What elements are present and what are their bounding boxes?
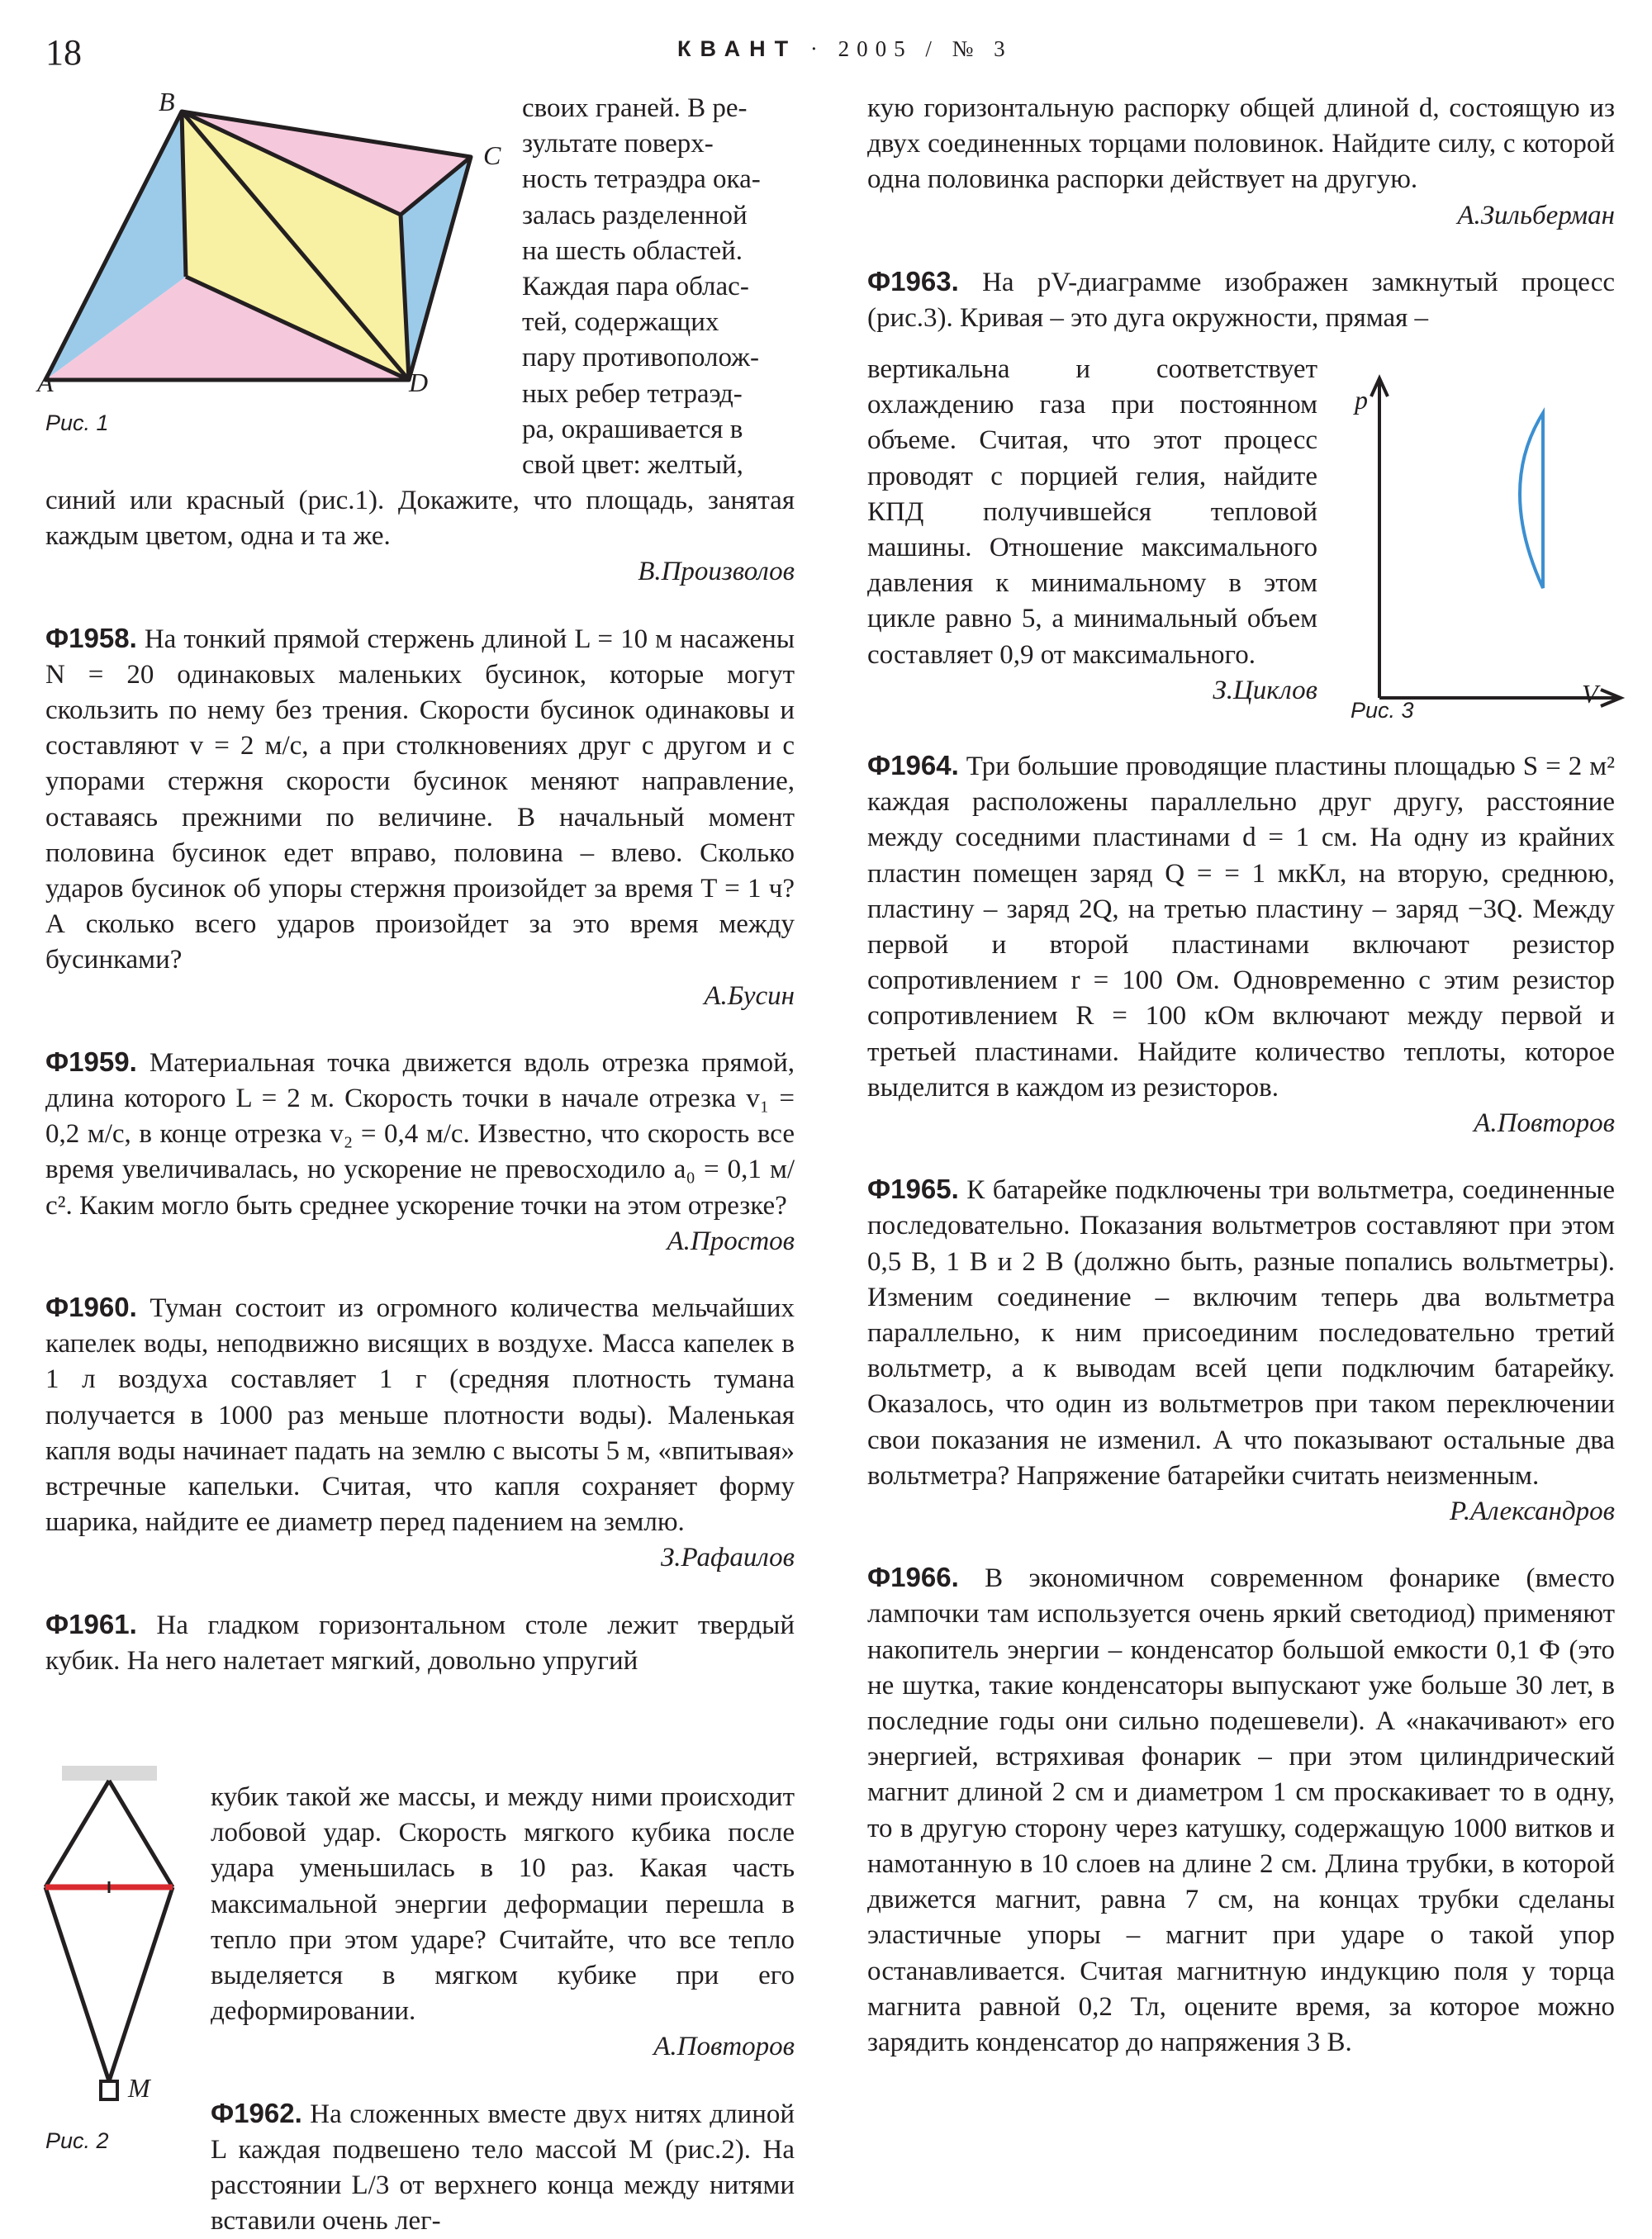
problem-1964 (867, 747, 1615, 1106)
problem-number: Ф1963. (867, 265, 959, 296)
text-line: ность тетраэдра ока- (522, 164, 761, 195)
figure-2-threads (33, 1763, 190, 2139)
text-line: залась разделенной (522, 200, 748, 230)
author: З.Рафаилов (660, 1543, 795, 1573)
problem-1958 (45, 620, 795, 979)
magazine-title: КВАНТ (677, 36, 798, 61)
problem-1962 (211, 2095, 795, 2239)
problem-text: Три большие проводящие пластины площадью S = 2 м² каждая расположены параллельно друг другу, расстояние между соседними пластинами d = 1 см. На одну из крайних пластин помещен заряд Q = = 1 мкКл, на вторую, среднюю, пластину – заряд 2Q, на третью пластину – заряд −3Q. Между первой и второй пластинами включают резистор сопротивлением r = 100 Ом. Одновременно с этим резистор сопротивлением R = 100 кОм включают между первой и третьей пластинами. Найдите количество теплоты, которое выделится в каждом из резисторов. (867, 752, 1615, 1103)
problem-1965 (867, 1171, 1615, 1494)
author: З.Циклов (1213, 675, 1317, 705)
right-column (867, 747, 1615, 2061)
axis-label-p: p (1355, 385, 1368, 415)
figure-1-caption: Рис. 1 (45, 410, 109, 435)
problem-text: На тонкий прямой стержень длиной L = 10 м насажены N = 20 одинаковых маленьких бусинок, которые могут скользить по нему без трения. Скорости бусинок одинаковы и составляют v = 2 м/с, а при столкновениях друг с другом и с упорами стержня скорости бусинок меняют направление, оставаясь прежними по величине. В начальный момент половина бусинок едет вправо, половина – влево. Сколько ударов бусинок об упоры стержня произойдет за время T = 1 ч? А сколько всего ударов произойдет за это время между бусинками? (45, 624, 795, 975)
problem-text: В экономичном современном фонарике (вместо лампочки там используется очень яркий светодиод) применяют накопитель энергии – конденсатор большой емкости 0,1 Ф (это не шутка, такие конденсаторы выпускают уже больше 30 лет, в последние годы они сильно подешевели). А «накачивают» его энергией, встряхивая фонарик – при этом цилиндрический магнит длиной 2 см и диаметром 1 см проскакивает то в одну, то в другую сторону через катушку, содержащую 1000 витков и намотанную в 10 слоев на длине 2 см. Длина трубки, в которой движется магнит, равна 7 см, на концах трубки сделаны эластичные упоры – магнит при ударе о такой упор останавливается. Считая магнитную индукцию поля у торца магнита равной 0,2 Тл, оцените время, за которое можно зарядить конденсатор до напряжения 3 В. (867, 1563, 1615, 2057)
problem-text: Туман состоит из огромного количества мельчайших капелек воды, неподвижно висящих в воздухе. Масса капелек в 1 л воздуха составляет 1 г (средняя плотность тумана получается в 1000 раз меньше плотности воды). Маленькая капля воды начинает падать на землю с высоты 5 м, «впитывая» встречные капельки. Считая, что капля сохраняет форму шарика, найдите ее диаметр перед падением на землю. (45, 1293, 795, 1538)
problem-number: Ф1964. (867, 750, 959, 780)
problem-1961-cont: кубик такой же массы, и между ними происходит лобовой удар. Скорость мягкого кубика после удара уменьшилась в 10 раз. Какая часть максимальной энергии деформации перешла в тепло при этом ударе? Считайте, что все тепло выделяется в мягком кубике при его деформировании. (211, 1782, 795, 2027)
text-line: зультате поверх- (522, 129, 714, 159)
vertex-label-a: A (37, 368, 54, 397)
figure-3-pv-diagram (1355, 363, 1627, 727)
ceiling (62, 1766, 157, 1781)
problem-text: Материальная точка движется вдоль отрезка прямой, длина которого L = 2 м. Скорость точки в начале отрезка v₁ = 0,2 м/с, в конце отрезка v₂ = 0,4 м/с. Известно, что скорость все время увеличивалась, но ускорение не превосходило a₀ = 0,1 м/с². Каким могло быть среднее ускорение точки на этом отрезке? (45, 1047, 795, 1221)
problem-number: Ф1966. (867, 1562, 959, 1593)
problem-text: К батарейке подключены три вольтметра, соединенные последовательно. Показания вольтметров составляют при этом 0,5 В, 1 В и 2 В (должно быть, разные попались вольтметры). Изменим соединение – включим теперь два вольтметра параллельно, к ним присоединим последовательно третий вольтметр, а к выводам всей цепи подключим батарейку. Оказалось, что один из вольтметров при таком переключении свои показания не изменил. А что показывают остальные два вольтметра? Напряжение батарейки считать неизменным. (867, 1175, 1616, 1491)
problem-1961-start (45, 1606, 795, 1679)
mass-block (101, 2081, 117, 2099)
problem-1959 (45, 1044, 795, 1224)
problem-number: Ф1965. (867, 1174, 959, 1205)
problem-number: Ф1962. (211, 2097, 302, 2128)
author: А.Зильберман (1457, 200, 1615, 230)
pv-cycle-curve (1520, 413, 1543, 588)
author: А.Простов (667, 1226, 795, 1256)
intro-lines (522, 91, 795, 483)
text-line: ных ребер тетраэд- (522, 378, 743, 409)
problem-text: На сложенных вместе двух нитях длиной L каждая подвешено тело массой M (рис.2). На расстоянии L/3 от верхнего конца между нитями вставили очень лег- (211, 2099, 795, 2237)
mass-label: M (128, 2073, 150, 2103)
left-narrow-column (211, 1780, 795, 2239)
problem-1963-cont: вертикальна и соответствует охлаждению газа при постоянном объеме. Считая, что этот процесс проводят с порцией гелия, найдите КПД получившейся тепловой машины. Отношение максимального давления к минимальному в этом цикле равно 5, а минимальный объем составляет 0,9 от максимального. (867, 354, 1317, 670)
issue-label: · 2005 / № 3 (809, 36, 1013, 61)
problem-text: На гладком горизонтальном столе лежит твердый кубик. На него налетает мягкий, довольно упругий (45, 1610, 795, 1676)
vertex-label-d: D (409, 368, 429, 397)
running-header (677, 36, 1013, 62)
axis-label-v: V (1582, 679, 1598, 709)
vertex-label-c: C (483, 140, 501, 170)
author: А.Повторов (653, 2032, 795, 2062)
right-narrow-column (867, 352, 1317, 709)
author: А.Повторов (1474, 1108, 1615, 1139)
author: В.Произволов (638, 557, 795, 587)
problem-number: Ф1960. (45, 1292, 137, 1323)
left-column (45, 483, 795, 1679)
text-line: своих граней. В ре- (522, 93, 748, 123)
author: Р.Александров (1450, 1497, 1615, 1527)
author: А.Бусин (704, 980, 795, 1011)
text-line: на шесть областей. (522, 235, 743, 266)
problem-1960 (45, 1289, 795, 1540)
problem-number: Ф1958. (45, 622, 137, 653)
page-number: 18 (45, 32, 82, 73)
problem-1962-cont: кую горизонтальную распорку общей длиной d, состоящую из двух соединенных торцами половинок. Найдите силу, с которой одна половинка распорки действует на другую. (867, 93, 1615, 195)
problem-1966 (867, 1559, 1615, 2061)
text-line: свой цвет: желтый, (522, 450, 743, 481)
text-line: ра, окрашивается в (522, 414, 743, 444)
figure-3-caption: Рис. 3 (1351, 698, 1414, 723)
problem-text: На pV-диаграмме изображен замкнутый процесс (рис.3). Кривая – это дуга окружности, прямая – (867, 267, 1616, 334)
text-line: тей, содержащих (522, 307, 719, 338)
right-column-top (867, 91, 1615, 336)
intro-end: синий или красный (рис.1). Докажите, что площадь, занятая каждым цветом, одна и та же. (45, 486, 795, 552)
figure-2-caption: Рис. 2 (45, 2128, 109, 2153)
problem-number: Ф1959. (45, 1046, 137, 1077)
problem-number: Ф1961. (45, 1608, 137, 1639)
problem-1963-start (867, 263, 1615, 336)
text-line: Каждая пара облас- (522, 272, 749, 302)
text-line: пару противополож- (522, 343, 759, 373)
vertex-label-b: B (159, 87, 175, 116)
